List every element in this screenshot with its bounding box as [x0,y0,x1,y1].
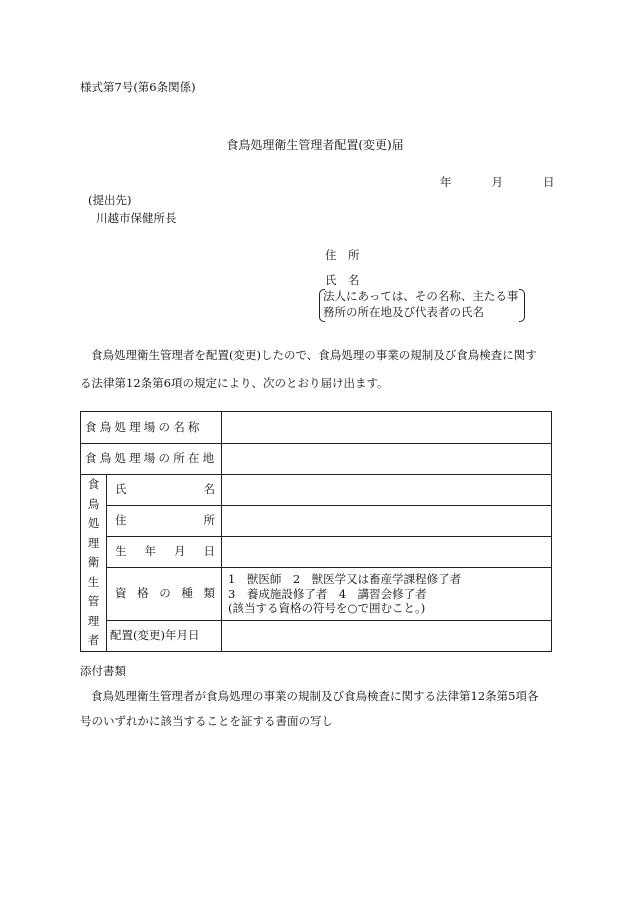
birth-date-field[interactable] [222,537,552,568]
qualification-label: 資 格 の 種 類 [107,568,222,621]
table-row-manager-address [81,506,552,537]
table-row-manager-name [81,475,552,506]
destination-label: (提出先) [88,193,132,207]
body-text-line2: る法律第12条第6項の規定により、次のとおり届け出ます。 [80,376,389,390]
date-day: 日 [543,175,555,189]
manager-address-field[interactable] [222,506,552,537]
qualification-options[interactable] [222,568,552,621]
assignment-date-label: 配置(変更)年月日 [107,621,222,652]
table-row-birth-date [81,537,552,568]
assignment-date-field[interactable] [222,621,552,652]
qualification-line2: 3 養成施設修了者 4 講習会修了者 [228,586,427,601]
document-title: 食鳥処理衛生管理者配置(変更)届 [226,138,404,152]
attachments-line1: 食鳥処理衛生管理者が食鳥処理の事業の規制及び食鳥検査に関する法律第12条第5項各 [91,689,539,703]
facility-address-label: 食鳥処理場の所在地 [81,444,222,475]
table-row-facility-name [81,412,552,444]
destination-name: 川越市保健所長 [96,211,177,225]
applicant-address-label: 住 所 [325,248,360,262]
date-line [440,175,555,191]
attachments-line2: 号のいずれかに該当することを証する書面の写し [80,714,333,728]
attachments-heading: 添付書類 [80,664,126,678]
qualification-line1: 1 獣医師 2 獣医学又は畜産学課程修了者 [228,572,462,587]
manager-group-label: 食 鳥 処 理 衛 生 管 理 者 [81,475,107,652]
manager-address-label: 住 所 [107,506,222,537]
right-bracket [519,289,525,322]
corporate-note-line1: 法人にあっては、その名称、主たる事 [323,289,519,303]
corporate-note-line2: 務所の所在地及び代表者の氏名 [323,304,484,319]
table-row-qualification [81,568,552,621]
applicant-name-label: 氏 名 [325,273,360,287]
date-month: 月 [491,175,503,189]
birth-date-label: 生 年 月 日 [107,537,222,568]
manager-name-field[interactable] [222,475,552,506]
facility-name-field[interactable] [222,412,552,444]
facility-address-field[interactable] [222,444,552,475]
qualification-line3: (該当する資格の符号を○で囲むこと。) [228,601,426,616]
corporate-note [319,289,525,320]
table-row-facility-address [81,444,552,475]
manager-name-label: 氏 名 [107,475,222,506]
corporate-note-text [323,289,518,320]
table-row-assignment-date [81,621,552,652]
notification-form-table [80,411,552,652]
body-text-line1: 食鳥処理衛生管理者を配置(変更)したので、食鳥処理の事業の規制及び食鳥検査に関す [91,348,537,362]
form-number: 様式第7号(第6条関係) [80,80,196,94]
date-year: 年 [440,175,452,189]
facility-name-label: 食鳥処理場の名称 [81,412,222,444]
